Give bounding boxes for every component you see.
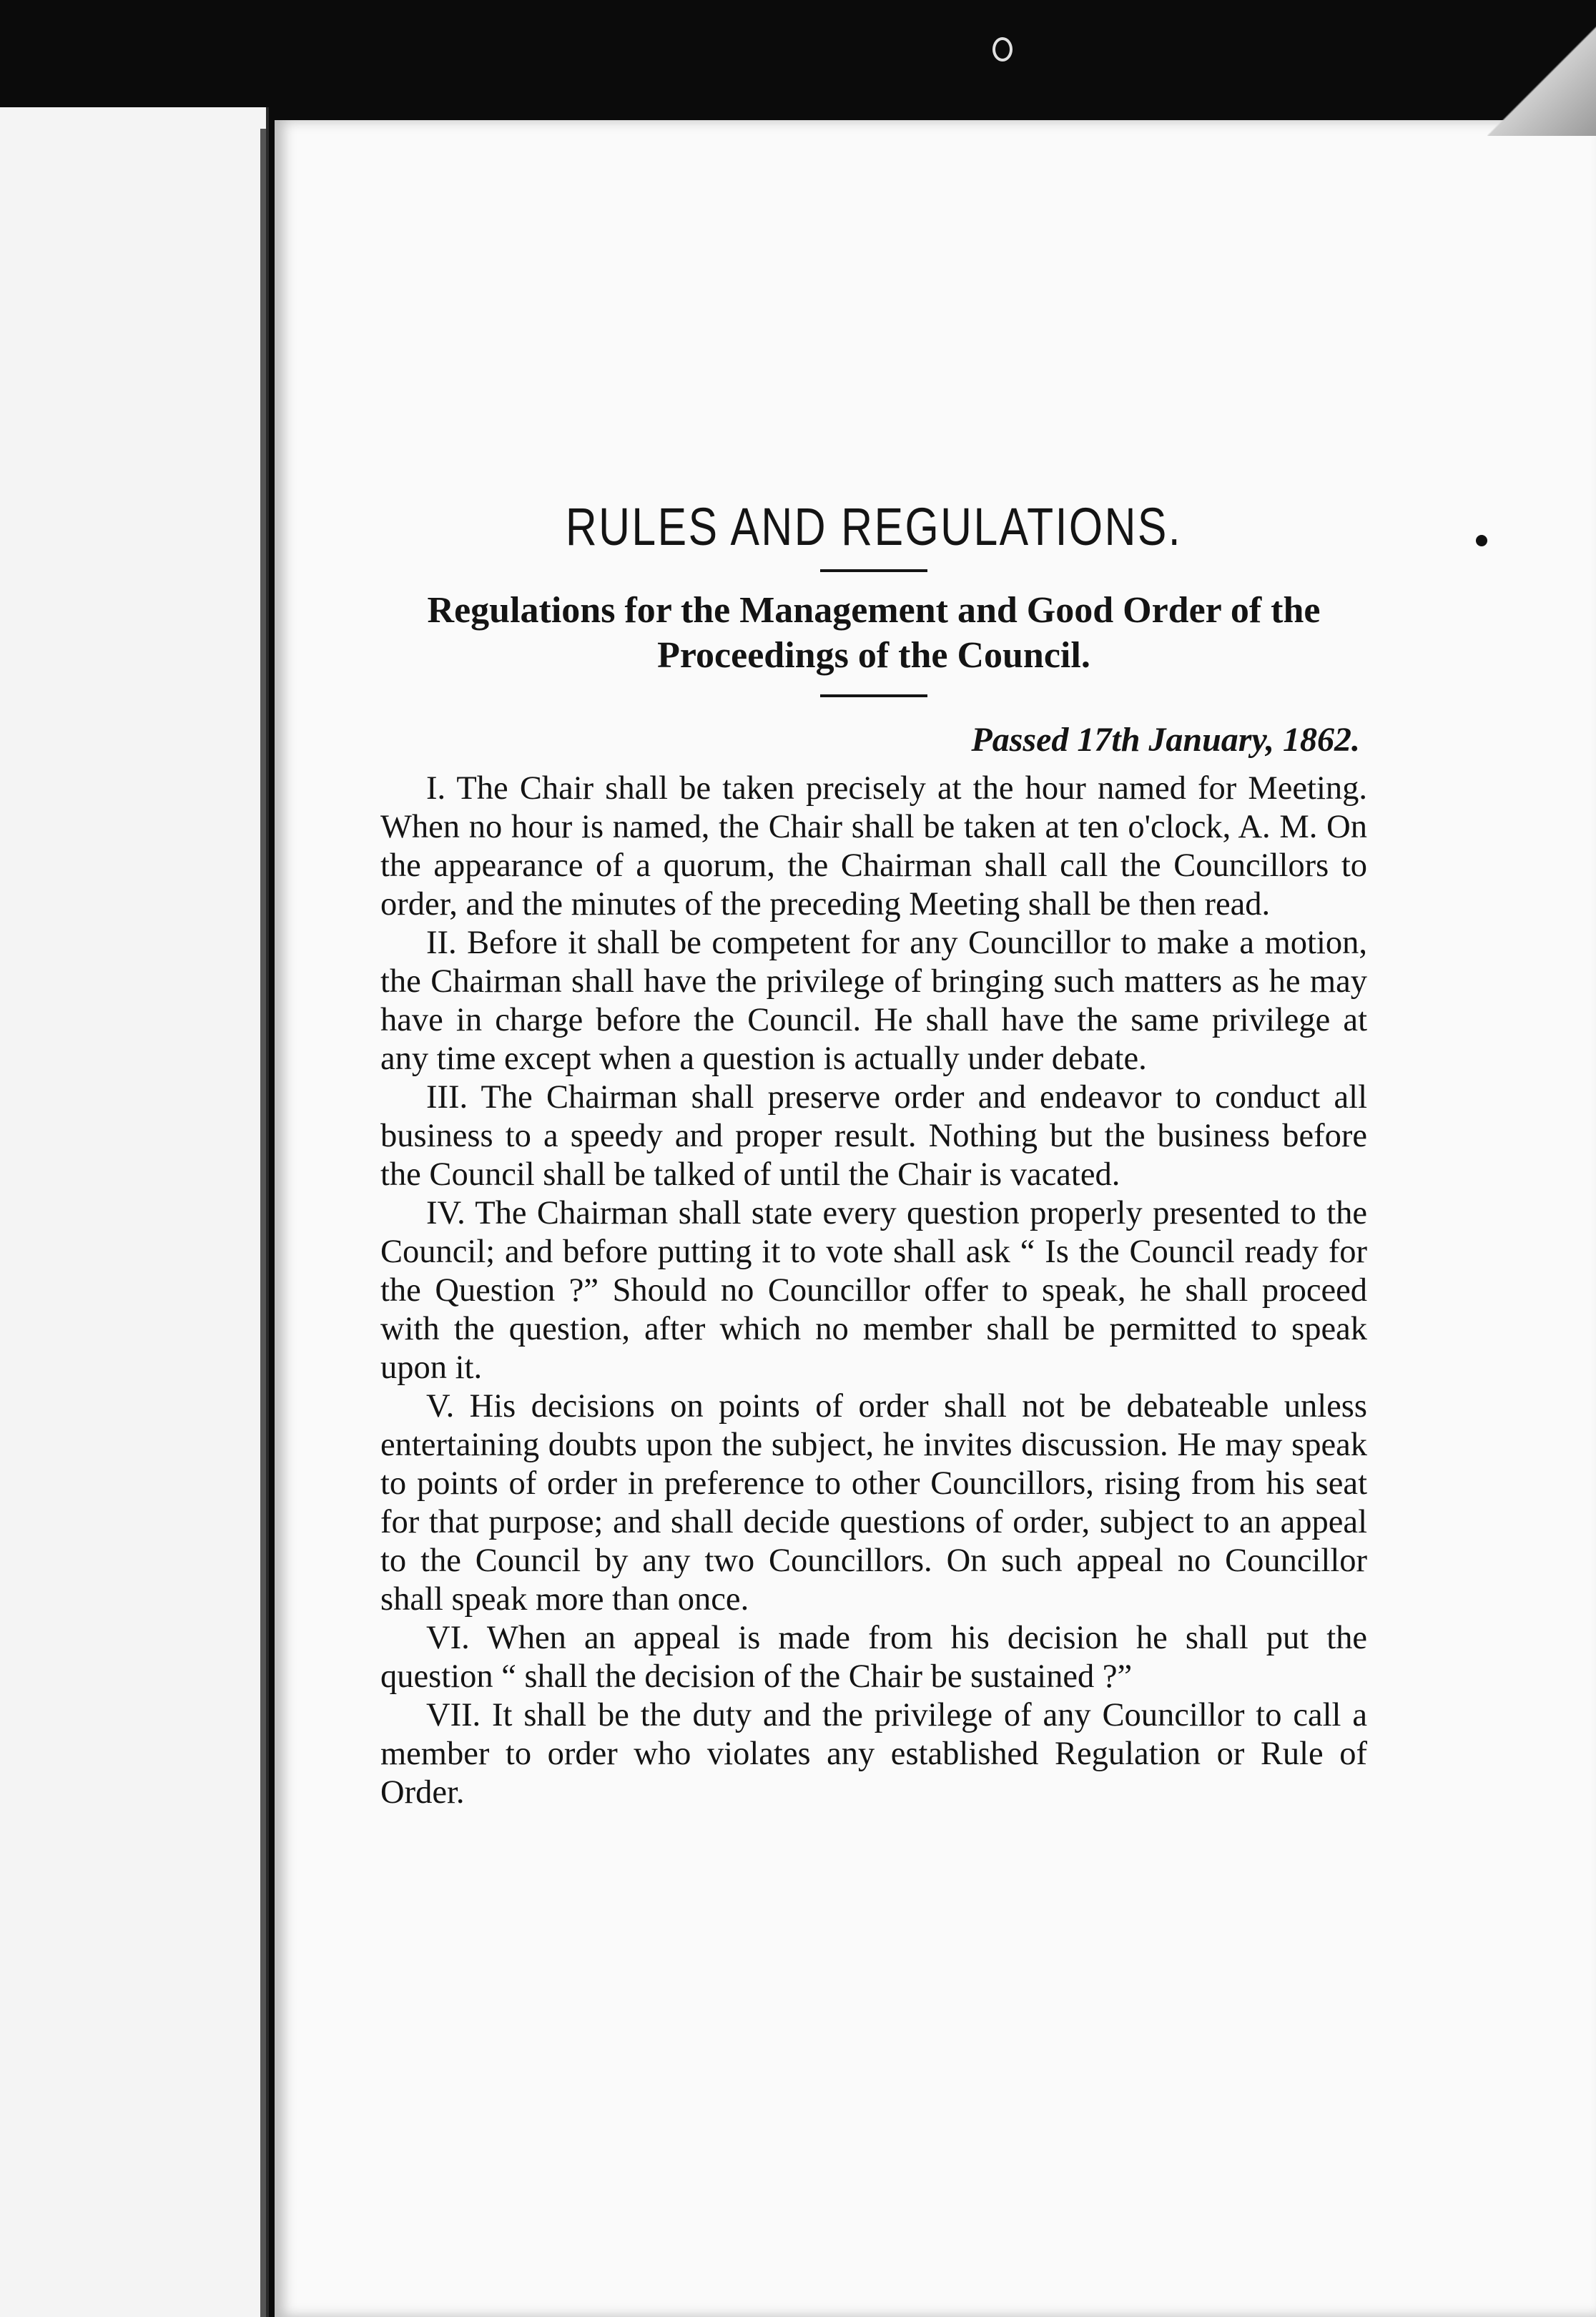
margin-mark [992, 37, 1013, 62]
title-rule [820, 569, 927, 572]
rule-paragraph-3: III. The Chairman shall preserve order and endeavor to conduct all business to a speedy and proper result. Nothing but the business before the Council shall be talked of until the Chair is vacated. [380, 1078, 1367, 1193]
rule-paragraph-2: II. Before it shall be competent for any Councillor to make a motion, the Chairman shall have the privilege of bringing such matters as he may have in charge before the Council. He shall have the same privilege at any time except when a question is actually under debate. [380, 924, 1367, 1077]
rule-paragraph-5: V. His decisions on points of order shall not be debateable unless entertaining doubts upon the subject, he invites discussion. He may speak to points of order in preference to other Councillors, rising from his seat for that purpose; and shall decide questions of order, subject to an appeal to the Council by any two Councillors. On such appeal no Councillor shall speak more than once. [380, 1387, 1367, 1618]
document-title: RULES AND REGULATIONS. [565, 497, 1183, 556]
rule-paragraph-6: VI. When an appeal is made from his decision he shall put the question “ shall the decision of the Chair be sustained ?” [380, 1619, 1367, 1695]
rule-paragraph-4: IV. The Chairman shall state every question properly presented to the Council; and before putting it to vote shall ask “ Is the Council ready for the Question ?” Should no Councillor offer to speak, he shall proceed with the question, after which no member shall be permitted to speak upon it. [380, 1194, 1367, 1386]
page-corner [1487, 0, 1596, 136]
passed-date: Passed 17th January, 1862. [971, 720, 1360, 759]
book-gutter [260, 129, 266, 2317]
ink-dot [1476, 535, 1487, 546]
subtitle-rule [820, 694, 927, 697]
document-subtitle: Regulations for the Management and Good Order of the Proceedings of the Council. [427, 590, 1321, 677]
document-body [380, 497, 1367, 1812]
rule-paragraph-7: VII. It shall be the duty and the privilege of any Councillor to call a member to order who violates any established Regulation or Rule of Order. [380, 1696, 1367, 1811]
left-page [0, 107, 269, 2317]
rule-paragraph-1: I. The Chair shall be taken precisely at the hour named for Meeting. When no hour is named, the Chair shall be taken at ten o'clock, A. M. On the appearance of a quorum, the Chairman shall call the Councillors to order, and the minutes of the preceding Meeting shall be then read. [380, 769, 1367, 923]
